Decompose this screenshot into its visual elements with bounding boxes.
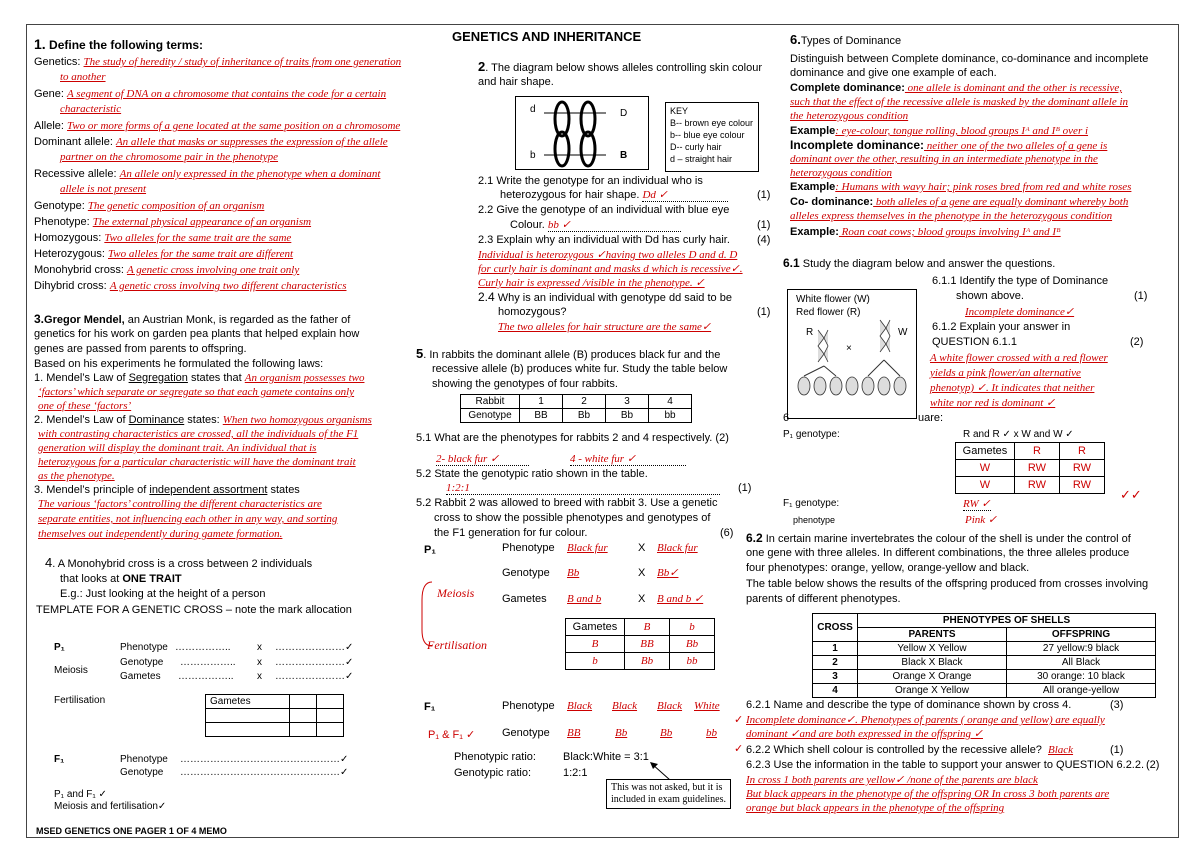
term-definition: Two alleles for the same trait are the same xyxy=(104,232,292,244)
term-label: Recessive allele: xyxy=(34,168,117,180)
term-definition: The study of heredity / study of inheritance of traits from one generation xyxy=(83,56,402,68)
shell-cell: Orange X Yellow xyxy=(858,684,1007,698)
q5-3: the F1 generation for fur colour. xyxy=(434,527,588,539)
punnett-cell: b xyxy=(670,619,715,636)
term-label: Gene: xyxy=(34,88,64,100)
q2-4-answer: The two alleles for hair structure are the same✓ xyxy=(498,321,712,333)
term-row xyxy=(34,247,293,261)
parent-R: R xyxy=(806,327,814,338)
term-label: Allele: xyxy=(34,120,64,132)
q6-1-1-answer: Incomplete dominance✓ xyxy=(965,306,1075,318)
term-definition: Two or more forms of a gene located at the same position on a chromosome xyxy=(67,120,401,132)
allele-B: B xyxy=(620,150,628,161)
chromosome-diagram xyxy=(515,96,649,170)
q5-intro: showing the genotypes of four rabbits. xyxy=(432,378,618,390)
q6-1-1-marks: (1) xyxy=(1134,290,1148,302)
punnett-cell: RW xyxy=(1060,460,1105,477)
law2: 2. Mendel’s Law of Dominance states: When two homozygous organisms xyxy=(34,414,372,426)
punnett-cell: R xyxy=(1060,443,1105,460)
cross-gametes: B and b ✓ xyxy=(657,593,704,605)
f1-genotype: Bb xyxy=(615,727,628,739)
term-row xyxy=(34,199,264,213)
rabbit-genotype: BB xyxy=(520,409,563,423)
q2-4: 2.4 Why is an individual with genotype dd said to be xyxy=(478,290,732,304)
key-box xyxy=(665,102,759,172)
phenotypic-ratio-label: Phenotypic ratio: xyxy=(454,751,536,763)
incomplete-dominance-example: Example: Humans with wavy hair; pink roses bred from red and white roses xyxy=(790,181,1132,193)
term-definition: partner on the chromosome pair in the phenotype xyxy=(60,151,279,163)
q6-1-2-marks: (2) xyxy=(1130,336,1144,348)
q2-1: 2.1 Write the genotype for an individual who is xyxy=(478,175,703,187)
term-row xyxy=(34,215,311,229)
shell-cell: All Black xyxy=(1007,656,1156,670)
rabbit-header: 4 xyxy=(649,395,692,409)
template-blank: …………………………………………✓ xyxy=(180,767,349,778)
q4-text: TEMPLATE FOR A GENETIC CROSS – note the mark allocation xyxy=(36,604,352,616)
q6-1-2-answer: white nor red is dominant ✓ xyxy=(930,397,1056,409)
allele-D: D xyxy=(620,108,628,119)
term-label: Phenotype: xyxy=(34,216,90,228)
q6-heading: 6.Types of Dominance xyxy=(790,32,902,47)
q2-2-marks: (1) xyxy=(757,219,771,231)
complete-dominance-def: such that the effect of the recessive allele is masked by the dominant allele in xyxy=(790,96,1129,108)
p1-genotype: R and R ✓ x W and W ✓ xyxy=(963,429,1074,440)
q2-3: 2.3 Explain why an individual with Dd has curly hair. xyxy=(478,234,730,246)
q2-intro: and hair shape. xyxy=(478,76,554,88)
punnett-cell: B xyxy=(566,636,625,653)
punnett-cell: RW xyxy=(1060,477,1105,494)
cross-p1: P₁ xyxy=(424,544,436,556)
incomplete-dominance: Incomplete dominance: neither one of the two alleles of a gene is xyxy=(790,138,1108,152)
q6-2: 6.2 In certain marine invertebrates the colour of the shell is under the control of xyxy=(746,531,1131,545)
q5-2: 5.2 State the genotypic ratio shown in the table. xyxy=(416,468,648,480)
punnett-cell: BB xyxy=(625,636,670,653)
law3-answer: The various ‘factors’ controlling the different characteristics are xyxy=(38,498,322,510)
term-definition: allele is not present xyxy=(60,183,147,195)
term-label: Genotype: xyxy=(34,200,85,212)
q6-2-3-answer: In cross 1 both parents are yellow✓ /none of the parents are black xyxy=(746,774,1038,786)
q5-1-answer: 4 - white fur ✓ xyxy=(570,452,686,466)
template-blank: …………………………………………✓ xyxy=(180,754,349,765)
q2-2: Colour. bb ✓ xyxy=(510,218,681,232)
q6-2-3-marks: (2) xyxy=(1146,759,1160,771)
rabbit-header: 3 xyxy=(606,395,649,409)
f1-genotype: BB xyxy=(567,727,581,739)
punnett-cell: RW xyxy=(1015,477,1060,494)
template-genotype: Genotype xyxy=(120,657,164,668)
punnett-cell: B xyxy=(625,619,670,636)
q2-3-answer: Curly hair is expressed /visible in the phenotype. ✓ xyxy=(478,277,705,289)
allele-d: d xyxy=(530,104,536,115)
q5-2-marks: (1) xyxy=(738,482,752,494)
template-blank: …………………✓ xyxy=(275,671,354,682)
q2-1-marks: (1) xyxy=(757,189,771,201)
exam-note: This was not asked, but it is included in exam guidelines. xyxy=(606,779,731,809)
shell-cell: 2 xyxy=(813,656,858,670)
flower-diagram xyxy=(787,289,917,419)
term-definition: characteristic xyxy=(60,103,122,115)
q6-2-2-marks: (1) xyxy=(1110,744,1124,756)
term-label: Homozygous: xyxy=(34,232,102,244)
q6-2-1-answer: Incomplete dominance✓. Phenotypes of parents ( orange and yellow) are equally xyxy=(746,714,1105,726)
q2-2: 2.2 Give the genotype of an individual with blue eye xyxy=(478,204,730,216)
q6-2: one gene with three alleles. In different combinations, the three alleles produce xyxy=(746,547,1130,559)
phenotype-answer: Pink ✓ xyxy=(965,514,998,526)
q6-2-2: 6.2.2 Which shell colour is controlled by the recessive allele? xyxy=(746,744,1042,756)
complete-dominance-def: the heterozygous condition xyxy=(790,110,909,122)
shell-table: CROSS PHENOTYPES OF SHELLS PARENTS OFFSPRING 1 Yellow X Yellow 27 yellow:9 black 2 Black X Black All Black 3 Orange X Orange 30 orange: 10 black 4 Orange X Yellow All orange-yellow xyxy=(812,613,1156,698)
co-dominance-def: alleles express themselves in the phenotype in the heterozygous condition xyxy=(790,210,1113,222)
cross-genotype-label: Genotype xyxy=(502,727,550,739)
term-definition: An allele only expressed in the phenotype when a dominant xyxy=(119,168,381,180)
f1-genotype: Bb xyxy=(660,727,673,739)
q6-2-3-answer: But black appears in the phenotype of the offspring OR In cross 3 both parents are xyxy=(746,788,1110,800)
rabbit-header: Rabbit xyxy=(461,395,520,409)
template-blank: …………….. xyxy=(178,671,234,682)
f1-genotype-label: F₁ genotype: xyxy=(783,498,840,509)
law1-answer: one of these ‘factors’ xyxy=(38,400,132,412)
law1-answer: ‘factors’ which separate or segregate so that each gamete contains only xyxy=(38,386,355,398)
key-item: KEY xyxy=(670,106,689,116)
q6-1-2: 6.1.2 Explain your answer in xyxy=(932,321,1071,333)
punnett-cell: Gametes xyxy=(956,443,1015,460)
key-item: B-- brown eye colour xyxy=(670,118,754,128)
term-definition: A genetic cross involving one trait only xyxy=(126,264,300,276)
tick-marks: ✓✓ xyxy=(1120,487,1142,502)
q6-1-3-frag: uare: xyxy=(918,412,944,424)
rabbit-genotype: bb xyxy=(649,409,692,423)
q6-2: The table below shows the results of the offspring produced from crosses involving xyxy=(746,578,1149,590)
law2-answer: as the phenotype. xyxy=(38,470,115,482)
q4-text: that looks at ONE TRAIT xyxy=(60,573,182,585)
q2-3-marks: (4) xyxy=(757,234,771,246)
cross-meiosis: Meiosis xyxy=(437,586,475,600)
complete-dominance: Complete dominance: one allele is dominant and the other is recessive, xyxy=(790,82,1123,94)
q3-text: Based on his experiments he formulated the following laws: xyxy=(34,358,324,370)
rabbit-genotype: Genotype xyxy=(461,409,520,423)
cross-pheno-parent: Black fur xyxy=(567,542,608,554)
q6-2-1: 6.2.1 Name and describe the type of dominance shown by cross 4. xyxy=(746,699,1072,711)
shell-cell: All orange-yellow xyxy=(1007,684,1156,698)
q2-3-answer: Individual is heterozygous ✓having two alleles D and d. D xyxy=(478,249,738,261)
co-dominance-example: Example: Roan coat cows; blood groups involving Iᴬ and Iᴮ xyxy=(790,226,1061,238)
law2-answer: with contrasting characteristics are crossed, all the individuals of the F1 xyxy=(38,428,359,440)
term-definition: An allele that masks or suppresses the expression of the allele xyxy=(115,136,388,148)
flower-punnett-square xyxy=(955,442,1105,494)
rabbit-table xyxy=(460,394,692,423)
q4-text: E.g.: Just looking at the height of a person xyxy=(60,588,266,600)
template-x: x xyxy=(257,657,262,668)
law2-answer: heterozygous for a particular characteristic will have the dominant trait xyxy=(38,456,356,468)
law1: 1. Mendel’s Law of Segregation states that An organism possesses two xyxy=(34,372,365,384)
q6-2-1-marks: (3) xyxy=(1110,699,1124,711)
f1-phenotype: Black xyxy=(657,700,683,712)
template-blank: …………………✓ xyxy=(275,642,354,653)
q2-1: heterozygous for hair shape. Dd ✓ xyxy=(500,188,728,202)
shell-cell: Orange X Orange xyxy=(858,670,1007,684)
term-label: Dominant allele: xyxy=(34,136,113,148)
cross-geno-parent: Bb✓ xyxy=(657,567,679,579)
page-title: GENETICS AND INHERITANCE xyxy=(452,29,642,44)
q6-2-1-answer: dominant ✓and are both expressed in the offspring ✓ xyxy=(746,728,983,740)
genotypic-ratio-label: Genotypic ratio: xyxy=(454,767,532,779)
punnett-cell: b xyxy=(566,653,625,670)
template-blank: …………….. xyxy=(175,642,231,653)
template-gametes: Gametes xyxy=(120,671,161,682)
incomplete-dominance-def: dominant over the other, resulting in an intermediate phenotype in the xyxy=(790,153,1098,165)
cross-gametes: B and b xyxy=(567,593,602,605)
punnett-cell: Gametes xyxy=(566,619,625,636)
term-label: Monohybrid cross: xyxy=(34,264,124,276)
f1-genotype-answer: RW ✓ xyxy=(963,498,991,510)
q6-1: 6.1 Study the diagram below and answer the questions. xyxy=(783,256,1056,270)
red-flower-label: Red flower (R) xyxy=(796,307,861,318)
q6-1-1: 6.1.1 Identify the type of Dominance xyxy=(932,275,1109,287)
white-flower-label: White flower (W) xyxy=(796,294,870,305)
q5-1-answer: 2- black fur ✓ xyxy=(436,452,529,466)
term-row xyxy=(34,167,380,181)
template-x: x xyxy=(257,671,262,682)
term-definition: A segment of DNA on a chromosome that contains the code for a certain xyxy=(67,88,387,100)
key-item: d – straight hair xyxy=(670,154,733,164)
q2-3-answer: for curly hair is dominant and masks d which is recessive✓. xyxy=(478,263,743,275)
q6-1-2-answer: yields a pink flower/an alternative xyxy=(930,367,1081,379)
q5-3: cross to show the possible phenotypes and genotypes of xyxy=(434,512,711,524)
cross-fertilisation: Fertilisation xyxy=(427,638,487,652)
cross-pheno-parent: Black fur xyxy=(657,542,698,554)
template-fertilisation: Fertilisation xyxy=(54,695,106,706)
term-label: Dihybrid cross: xyxy=(34,280,107,292)
punnett-square xyxy=(565,618,715,670)
q6-1-2-answer: phenotyp) ✓. It indicates that neither xyxy=(930,382,1095,394)
parent-W: W xyxy=(898,327,908,338)
rabbit-genotype: Bb xyxy=(563,409,606,423)
cross-x: X xyxy=(638,567,646,579)
punnett-cell: R xyxy=(1015,443,1060,460)
q6-1-2-answer: A white flower crossed with a red flower xyxy=(930,352,1108,364)
shell-cell: 30 orange: 10 black xyxy=(1007,670,1156,684)
q1-heading: 1. Define the following terms: xyxy=(34,36,204,52)
cross-gametes-label: Gametes xyxy=(502,593,547,605)
template-genotype: Genotype xyxy=(120,767,164,778)
co-dominance: Co- dominance: both alleles of a gene are equally dominant whereby both xyxy=(790,196,1129,208)
shell-cell: 3 xyxy=(813,670,858,684)
cross-phenotype-label: Phenotype xyxy=(502,542,555,554)
term-definition: The genetic composition of an organism xyxy=(87,200,265,212)
q6-2-3-answer: orange but black appears in the phenotype of the offspring xyxy=(746,802,1005,814)
q5-intro: 5. In rabbits the dominant allele (B) produces black fur and the xyxy=(416,346,721,361)
punnett-cell: Bb xyxy=(625,653,670,670)
q3-intro: 3.Gregor Mendel, an Austrian Monk, is regarded as the father of xyxy=(34,312,351,326)
shell-cell: Yellow X Yellow xyxy=(858,642,1007,656)
q6-intro: Distinguish between Complete dominance, co-dominance and incomplete xyxy=(790,53,1149,65)
genotypic-ratio: 1:2:1 xyxy=(563,767,588,779)
template-p1: P₁ xyxy=(54,642,65,653)
punnett-cell: RW xyxy=(1015,460,1060,477)
law3-answer: themselves out independently during gamete formation. xyxy=(38,528,283,540)
q6-2: four phenotypes: orange, yellow, orange-yellow and black. xyxy=(746,562,1030,574)
q5-3-marks: (6) xyxy=(720,527,734,539)
shell-cell: 1 xyxy=(813,642,858,656)
template-blank: …………….. xyxy=(180,657,236,668)
q6-2-3: 6.2.3 Use the information in the table to support your answer to QUESTION 6.2.2. xyxy=(746,759,1145,771)
term-row xyxy=(34,135,388,149)
allele-b: b xyxy=(530,150,536,161)
template-gamete-grid: Gametes xyxy=(205,694,344,737)
law2-answer: generation will display the dominant trait. An individual that is xyxy=(38,442,317,454)
punnett-cell: Bb xyxy=(670,636,715,653)
f1-phenotype: Black xyxy=(567,700,593,712)
footer: MSED GENETICS ONE PAGER 1 OF 4 MEMO xyxy=(36,826,227,836)
rabbit-header: 2 xyxy=(563,395,606,409)
q6-2: parents of different phenotypes. xyxy=(746,593,901,605)
q2-intro: 2. The diagram below shows alleles controlling skin colour xyxy=(478,59,763,74)
q6-2-2-answer: Black xyxy=(1048,744,1074,756)
phenotypic-ratio: Black:White = 3:1 xyxy=(563,751,649,763)
term-label: Heterozygous: xyxy=(34,248,105,260)
p1-genotype-label: P₁ genotype: xyxy=(783,429,840,440)
q6-intro: dominance and give one example of each. xyxy=(790,67,997,79)
term-definition: to another xyxy=(60,71,106,83)
q5-intro: recessive allele (b) produces white fur. Study the table below xyxy=(432,363,728,375)
q6-1-2: QUESTION 6.1.1 xyxy=(932,336,1017,348)
term-row xyxy=(34,263,299,277)
term-definition: Two alleles for the same trait are different xyxy=(108,248,294,260)
q3-text: genes are passed from parents to offspring. xyxy=(34,343,247,355)
q6-1-3-frag: 6 xyxy=(783,412,790,424)
q5-1: 5.1 What are the phenotypes for rabbits 2 and 4 respectively. (2) xyxy=(416,432,729,444)
shell-cell: 4 xyxy=(813,684,858,698)
p1-f1-mark: P₁ & F₁ ✓ xyxy=(428,729,476,741)
q4-intro: 4. A Monohybrid cross is a cross between 2 individuals xyxy=(45,555,313,570)
term-row xyxy=(34,231,291,245)
punnett-cell: W xyxy=(956,477,1015,494)
rabbit-header: 1 xyxy=(520,395,563,409)
template-phenotype: Phenotype xyxy=(120,754,168,765)
key-item: D-- curly hair xyxy=(670,142,722,152)
f1-phenotype: White xyxy=(694,700,720,712)
cross-phenotype-label: Phenotype xyxy=(502,700,555,712)
template-phenotype: Phenotype xyxy=(120,642,168,653)
term-row xyxy=(34,279,346,293)
template-meiosis: Meiosis xyxy=(54,665,88,676)
punnett-cell: W xyxy=(956,460,1015,477)
cross-x: X xyxy=(638,542,646,554)
q2-4-marks: (1) xyxy=(757,306,771,318)
cross-symbol: × xyxy=(846,343,852,354)
tick-mark: ✓ xyxy=(734,743,744,755)
tick-mark: ✓ xyxy=(734,714,744,726)
q3-text: genetics for his work on garden pea plants that helped explain how xyxy=(34,328,360,340)
q5-2-answer: 1:2:1 xyxy=(446,481,720,495)
template-f1: F₁ xyxy=(54,754,65,765)
flower-icon xyxy=(788,290,916,418)
shell-cell: 27 yellow:9 black xyxy=(1007,642,1156,656)
rabbit-genotype: Bb xyxy=(606,409,649,423)
f1-genotype: bb xyxy=(706,727,717,739)
cross-geno-parent: Bb xyxy=(567,567,580,579)
term-row xyxy=(34,55,401,69)
cross-x: X xyxy=(638,593,646,605)
template-p1f1: P₁ and F₁ ✓ xyxy=(54,789,107,800)
shell-cell: Black X Black xyxy=(858,656,1007,670)
q2-4: homozygous? xyxy=(498,306,567,318)
term-definition: A genetic cross involving two different characteristics xyxy=(109,280,347,292)
complete-dominance-example: Example: eye-colour, tongue rolling, blood groups Iᴬ and Iᴮ over i xyxy=(790,125,1089,137)
term-definition: The external physical appearance of an organism xyxy=(92,216,312,228)
term-row xyxy=(34,87,386,101)
cross-genotype-label: Genotype xyxy=(502,567,550,579)
template-meiosis-fert: Meiosis and fertilisation✓ xyxy=(54,801,167,812)
f1-phenotype: Black xyxy=(612,700,638,712)
cross-f1: F₁ xyxy=(424,701,436,713)
key-item: b-- blue eye colour xyxy=(670,130,745,140)
law3-answer: separate entities, not influencing each other in any way, and sorting xyxy=(38,513,338,525)
template-x: x xyxy=(257,642,262,653)
incomplete-dominance-def: heterozygous condition xyxy=(790,167,892,179)
term-label: Genetics: xyxy=(34,56,81,68)
law3: 3. Mendel’s principle of independent assortment states xyxy=(34,484,300,496)
template-blank: …………………✓ xyxy=(275,657,354,668)
q5-3: 5.2 Rabbit 2 was allowed to breed with rabbit 3. Use a genetic xyxy=(416,497,718,509)
q6-1-1: shown above. xyxy=(956,290,1024,302)
term-row xyxy=(34,119,400,133)
punnett-cell: bb xyxy=(670,653,715,670)
phenotype-label: phenotype xyxy=(793,515,836,525)
